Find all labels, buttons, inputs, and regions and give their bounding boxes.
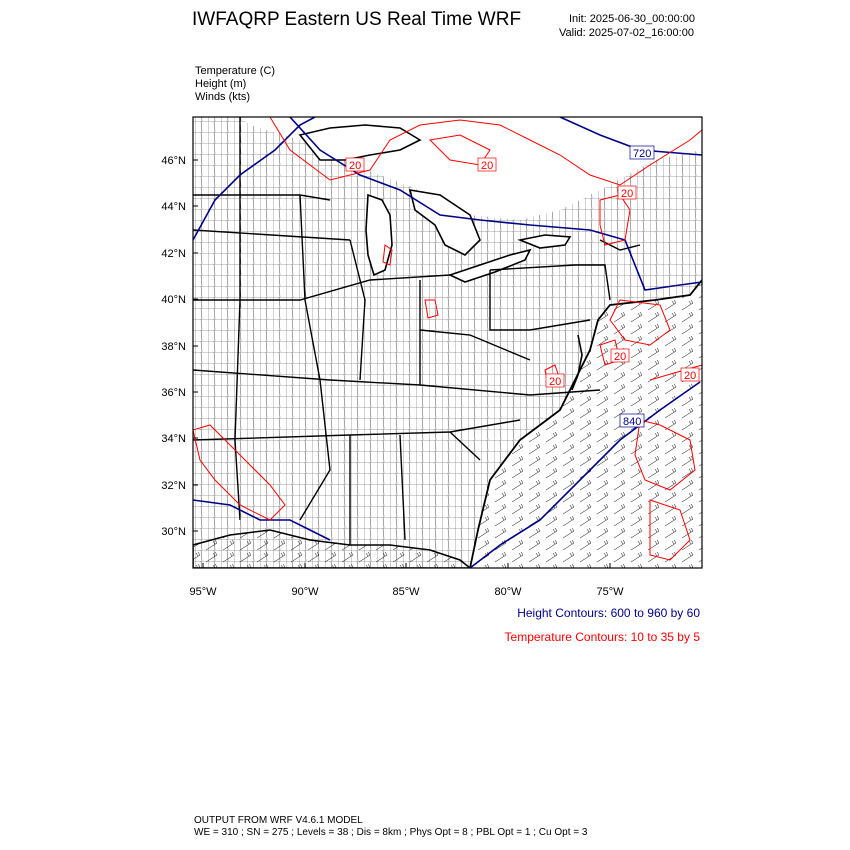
height-label-840: 840 bbox=[623, 416, 642, 428]
variable-winds: Winds (kts) bbox=[195, 91, 250, 103]
height-label-720: 720 bbox=[633, 148, 652, 160]
temp-label: 20 bbox=[481, 160, 494, 172]
valid-time: Valid: 2025-07-02_16:00:00 bbox=[559, 27, 694, 39]
lat-label: 38°N bbox=[161, 341, 186, 353]
temp-label: 20 bbox=[621, 188, 634, 200]
lat-label: 34°N bbox=[161, 433, 186, 445]
temp-label: 20 bbox=[349, 160, 362, 172]
height-contours-legend: Height Contours: 600 to 960 by 60 bbox=[517, 606, 700, 620]
model-config-line: WE = 310 ; SN = 275 ; Levels = 38 ; Dis = 8km ; Phys Opt = 8 ; PBL Opt = 1 ; Cu Opt = 3 bbox=[194, 827, 588, 838]
init-time: Init: 2025-06-30_00:00:00 bbox=[569, 13, 695, 25]
lat-label: 42°N bbox=[161, 248, 186, 260]
lon-label: 95°W bbox=[189, 586, 217, 598]
lat-label: 30°N bbox=[161, 526, 186, 538]
page-title: IWFAQRP Eastern US Real Time WRF bbox=[192, 9, 522, 30]
lon-label: 90°W bbox=[291, 586, 319, 598]
temp-label: 20 bbox=[549, 376, 562, 388]
temperature-contours-legend: Temperature Contours: 10 to 35 by 5 bbox=[504, 630, 700, 644]
variable-temperature: Temperature (C) bbox=[195, 65, 276, 77]
temp-label: 20 bbox=[614, 351, 627, 363]
lat-label: 32°N bbox=[161, 480, 186, 492]
variable-height: Height (m) bbox=[195, 78, 247, 90]
lat-label: 44°N bbox=[161, 201, 186, 213]
lat-label: 40°N bbox=[161, 294, 186, 306]
lon-label: 80°W bbox=[494, 586, 522, 598]
temp-label: 20 bbox=[684, 370, 697, 382]
lat-label: 46°N bbox=[161, 155, 186, 167]
lon-label: 85°W bbox=[392, 586, 420, 598]
lat-label: 36°N bbox=[161, 387, 186, 399]
lon-label: 75°W bbox=[596, 586, 624, 598]
model-output-line: OUTPUT FROM WRF V4.6.1 MODEL bbox=[194, 815, 363, 826]
